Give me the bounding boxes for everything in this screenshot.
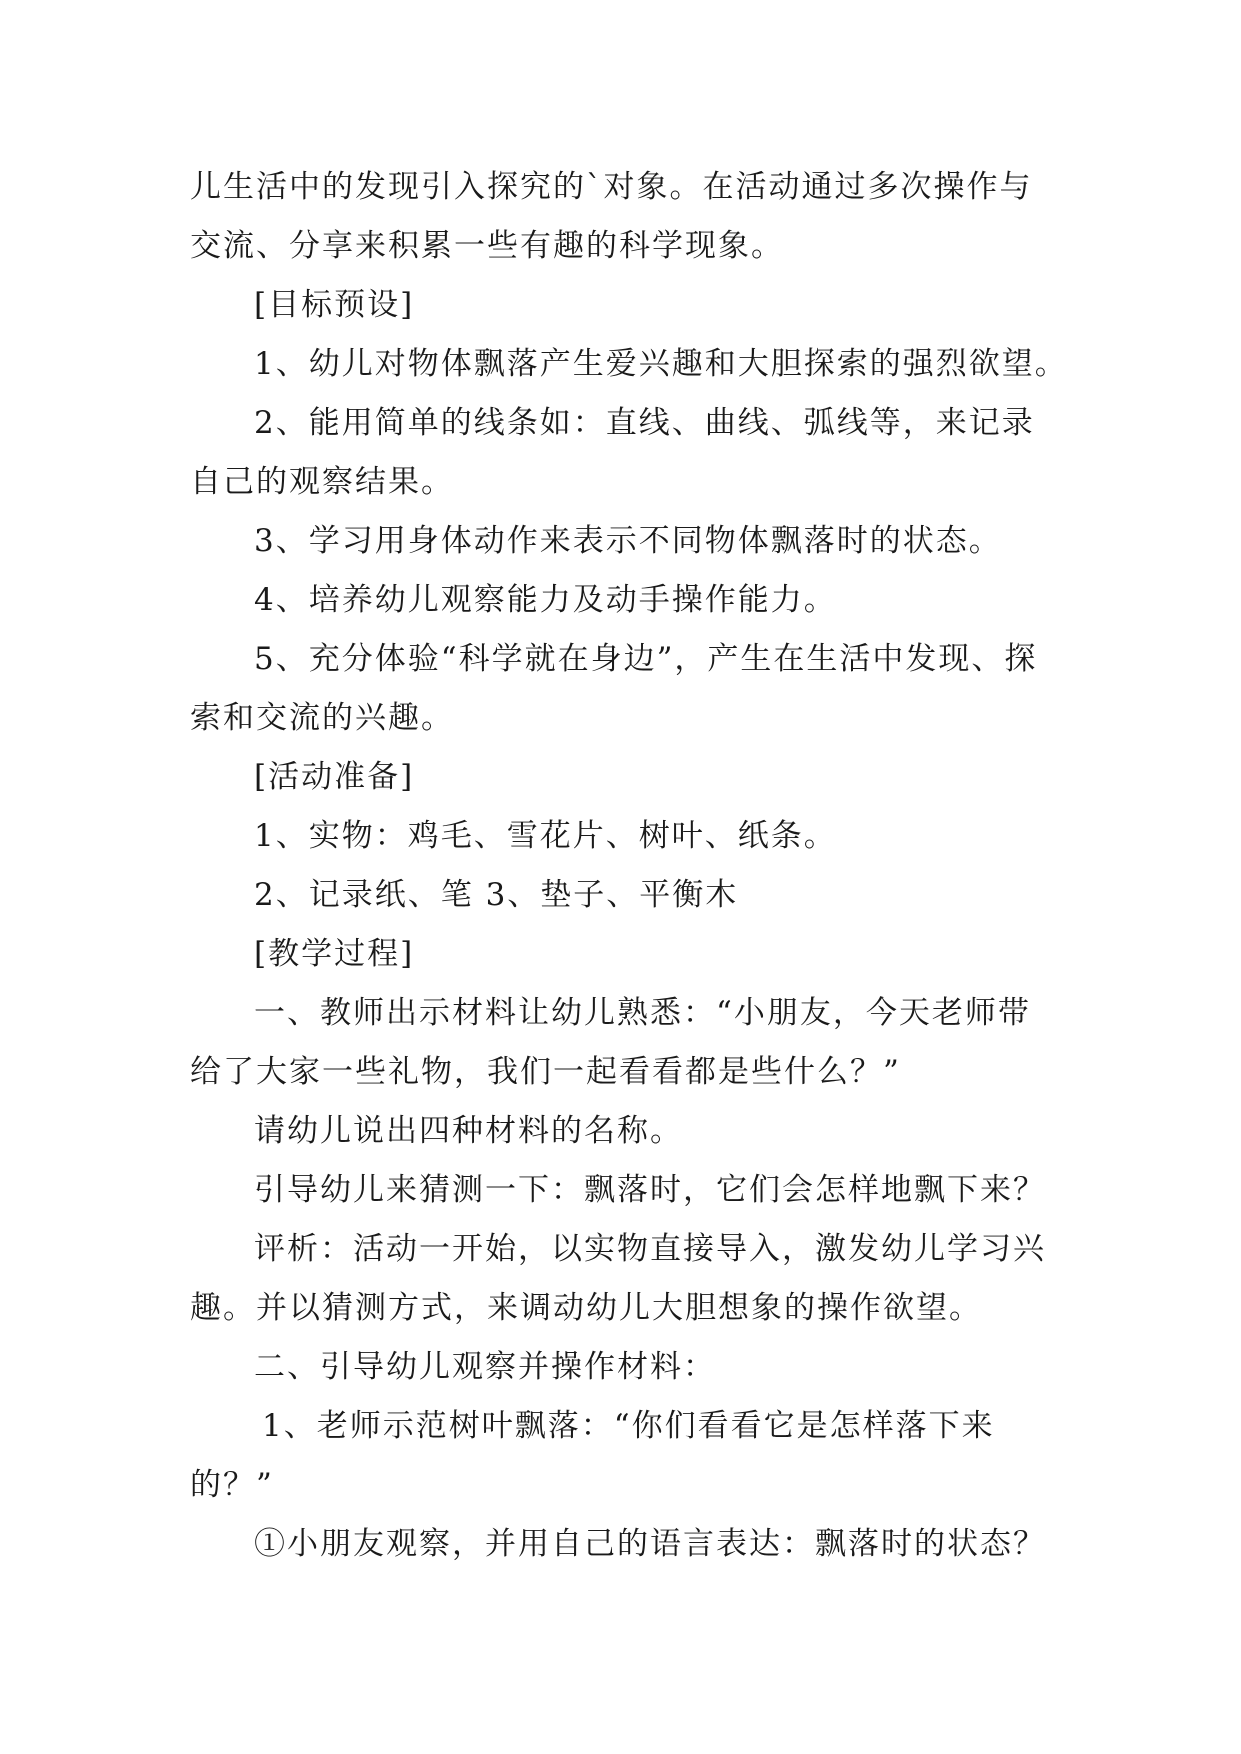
commentary-line: 评析：活动一开始，以实物直接导入，激发幼儿学习兴 bbox=[254, 1231, 1046, 1267]
process-step-2: 二、引导幼儿观察并操作材料： bbox=[254, 1349, 716, 1385]
goal-item-4: 4、培养幼儿观察能力及动手操作能力。 bbox=[254, 582, 837, 618]
paragraph-line: 儿生活中的发现引入探究的`对象。在活动通过多次操作与 bbox=[190, 169, 1033, 205]
preparation-item-2: 2、记录纸、笔 3、垫子、平衡木 bbox=[254, 877, 739, 913]
paragraph-line: 引导幼儿来猜测一下：飘落时，它们会怎样地飘下来？ bbox=[254, 1172, 1046, 1208]
goal-item-2-cont: 自己的观察结果。 bbox=[190, 464, 454, 500]
process-substep-1: 1、老师示范树叶飘落：“你们看看它是怎样落下来 bbox=[262, 1408, 995, 1444]
paragraph-line: 请幼儿说出四种材料的名称。 bbox=[254, 1113, 683, 1149]
process-substep-item: ①小朋友观察，并用自己的语言表达：飘落时的状态？ bbox=[254, 1526, 1046, 1562]
commentary-line-cont: 趣。并以猜测方式，来调动幼儿大胆想象的操作欲望。 bbox=[190, 1290, 982, 1326]
goal-item-5: 5、充分体验“科学就在身边”，产生在生活中发现、探 bbox=[254, 641, 1038, 677]
goal-item-5-cont: 索和交流的兴趣。 bbox=[190, 700, 454, 736]
goal-item-2: 2、能用简单的线条如：直线、曲线、弧线等，来记录 bbox=[254, 405, 1035, 441]
process-substep-1-cont: 的？” bbox=[190, 1467, 274, 1503]
goal-item-1: 1、幼儿对物体飘落产生爱兴趣和大胆探索的强烈欲望。 bbox=[254, 346, 1068, 382]
process-step-1: 一、教师出示材料让幼儿熟悉：“小朋友，今天老师带 bbox=[254, 995, 1031, 1031]
section-heading-goals: [目标预设] bbox=[254, 287, 415, 323]
document-body bbox=[190, 158, 1070, 1574]
goal-item-3: 3、学习用身体动作来表示不同物体飘落时的状态。 bbox=[254, 523, 1002, 559]
process-step-1-cont: 给了大家一些礼物，我们一起看看都是些什么？” bbox=[190, 1054, 901, 1090]
preparation-item-1: 1、实物：鸡毛、雪花片、树叶、纸条。 bbox=[254, 818, 837, 854]
section-heading-process: [教学过程] bbox=[254, 936, 415, 972]
paragraph-line: 交流、分享来积累一些有趣的科学现象。 bbox=[190, 228, 784, 264]
section-heading-preparation: [活动准备] bbox=[254, 759, 415, 795]
